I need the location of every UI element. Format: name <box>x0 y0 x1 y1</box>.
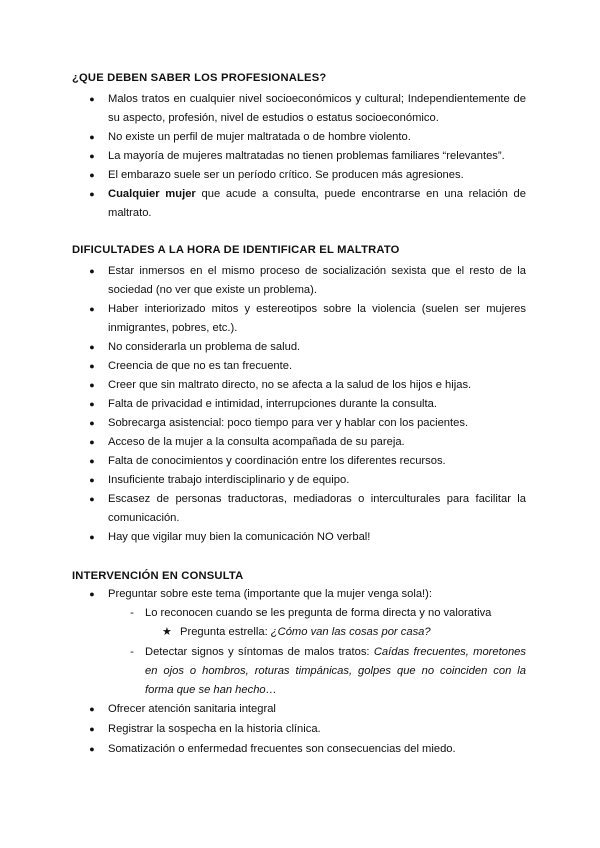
bullet-icon: ● <box>89 304 95 314</box>
bullet-icon: ● <box>89 94 95 104</box>
list-item: El embarazo suele ser un período crítico. Se producen más agresiones. <box>108 169 464 181</box>
bullet-icon: ● <box>89 437 95 447</box>
list-item: Ofrecer atención sanitaria integral <box>108 703 276 715</box>
sub-item-text: Detectar signos y síntomas de malos tratos: <box>145 646 374 658</box>
list-item: Falta de privacidad e intimidad, interrupciones durante la consulta. <box>108 398 437 410</box>
list-item: Malos tratos en cualquier nivel socioeconómicos y cultural; Independientemente de su aspecto, profesión, nivel de estudios o estatus socioeconómico. <box>108 93 526 124</box>
bullet-icon: ● <box>89 456 95 466</box>
sub-list-item: Lo reconocen cuando se les pregunta de forma directa y no valorativa <box>145 607 492 619</box>
list-item: Insuficiente trabajo interdisciplinario y de equipo. <box>108 474 350 486</box>
bullet-icon: ● <box>89 399 95 409</box>
bullet-icon: ● <box>89 532 95 542</box>
bullet-icon: ● <box>89 744 95 754</box>
dash-marker: - <box>130 646 134 658</box>
list-item: No considerarla un problema de salud. <box>108 341 301 353</box>
bullet-icon: ● <box>89 189 95 199</box>
bullet-icon: ● <box>89 418 95 428</box>
list-item: Somatización o enfermedad frecuentes son consecuencias del miedo. <box>108 743 456 755</box>
sub-item-italic: Caídas frecuentes, moretones en ojos o hombros, roturas timpánicas, golpes que no coinciden con la forma que se han hecho… <box>145 646 526 696</box>
bullet-icon: ● <box>89 475 95 485</box>
bullet-icon: ● <box>89 724 95 734</box>
item-text: que acude a consulta, puede encontrarse en una relación de maltrato. <box>108 188 526 219</box>
bullet-icon: ● <box>89 589 95 599</box>
bullet-icon: ● <box>89 342 95 352</box>
bullet-icon: ● <box>89 494 95 504</box>
bullet-icon: ● <box>89 266 95 276</box>
list-item: Falta de conocimientos y coordinación entre los diferentes recursos. <box>108 455 446 467</box>
bold-phrase: Cualquier mujer <box>108 188 196 200</box>
list-item: Escasez de personas traductoras, mediadoras o interculturales para facilitar la comunicación. <box>108 493 526 524</box>
list-item: Haber interiorizado mitos y estereotipos sobre la violencia (suelen ser mujeres inmigrantes, pobres, etc.). <box>108 303 526 334</box>
section-heading-dificultades: DIFICULTADES A LA HORA DE IDENTIFICAR EL MALTRATO <box>72 244 400 256</box>
star-label: Pregunta estrella: <box>180 626 271 638</box>
list-item: Creencia de que no es tan frecuente. <box>108 360 293 372</box>
bullet-icon: ● <box>89 704 95 714</box>
list-item: Acceso de la mujer a la consulta acompañada de su pareja. <box>108 436 405 448</box>
list-item: La mayoría de mujeres maltratadas no tienen problemas familiares “relevantes”. <box>108 150 505 162</box>
star-question-text: ¿Cómo van las cosas por casa? <box>270 626 431 638</box>
list-item: Sobrecarga asistencial: poco tiempo para ver y hablar con los pacientes. <box>108 417 469 429</box>
bullet-icon: ● <box>89 361 95 371</box>
star-icon: ★ <box>162 626 172 638</box>
sub-list-item <box>145 643 526 700</box>
list-item: No existe un perfil de mujer maltratada o de hombre violento. <box>108 131 411 143</box>
section-heading-intervencion: INTERVENCIÓN EN CONSULTA <box>72 570 244 582</box>
section-heading-profesionales: ¿QUE DEBEN SABER LOS PROFESIONALES? <box>72 72 327 84</box>
list-item: Creer que sin maltrato directo, no se afecta a la salud de los hijos e hijas. <box>108 379 472 391</box>
list-item: Estar inmersos en el mismo proceso de socialización sexista que el resto de la sociedad (no ver que existe un problema). <box>108 265 526 296</box>
list-item: Hay que vigilar muy bien la comunicación NO verbal! <box>108 531 371 543</box>
dash-marker: - <box>130 607 134 619</box>
bullet-icon: ● <box>89 170 95 180</box>
bullet-icon: ● <box>89 132 95 142</box>
bullet-icon: ● <box>89 380 95 390</box>
bullet-icon: ● <box>89 151 95 161</box>
star-question <box>180 623 431 642</box>
list-item: Registrar la sospecha en la historia clínica. <box>108 723 321 735</box>
list-item: Preguntar sobre este tema (importante que la mujer venga sola!): <box>108 588 432 600</box>
list-item <box>108 185 526 223</box>
